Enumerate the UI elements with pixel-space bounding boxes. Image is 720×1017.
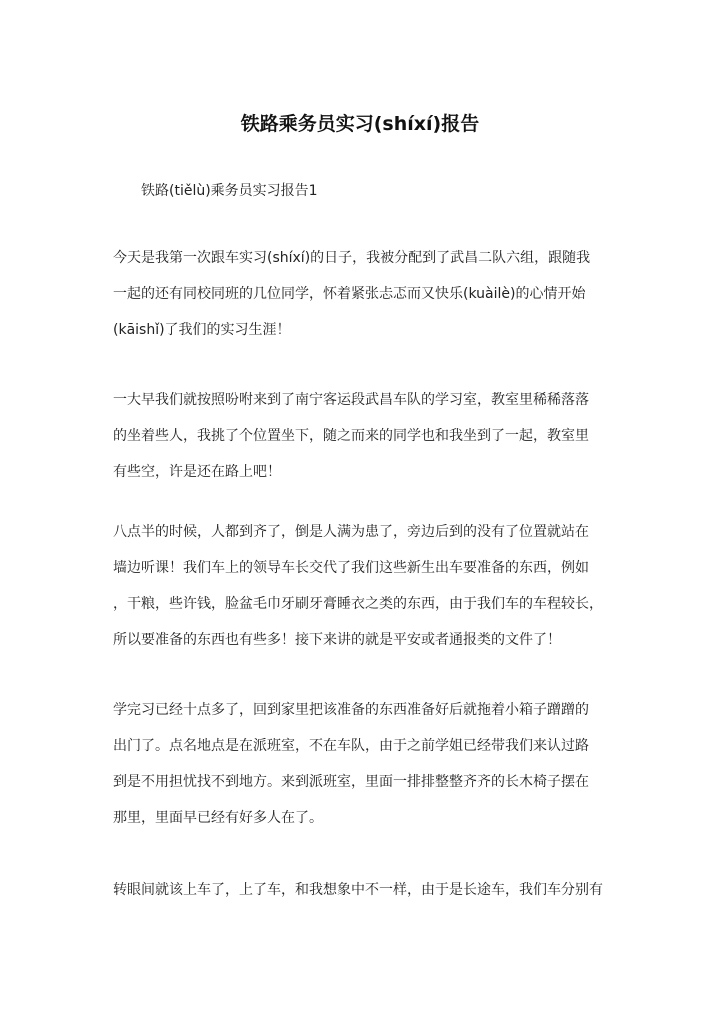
- paragraph-line: 八点半的时候，人都到齐了，倒是人满为患了，旁边后到的没有了位置就站在: [113, 524, 589, 540]
- paragraph-line: 到是不用担忧找不到地方。来到派班室，里面一排排整整齐齐的长木椅子摆在: [113, 774, 589, 790]
- paragraph-4: [113, 699, 613, 843]
- paragraph-line: 出门了。点名地点是在派班室，不在车队，由于之前学姐已经带我们来认过路: [113, 738, 589, 754]
- document-title: 铁路乘务员实习(shíxí)报告: [240, 113, 480, 135]
- paragraph-line: (kāishǐ)了我们的实习生涯！: [113, 322, 291, 338]
- paragraph-3: [113, 521, 613, 665]
- paragraph-line: ，干粮，些许钱，脸盆毛巾牙刷牙膏睡衣之类的东西，由于我们车的车程较长，: [113, 596, 603, 612]
- paragraph-line: 墙边听课！我们车上的领导车长交代了我们这些新生出车要准备的东西，例如: [113, 560, 589, 576]
- paragraph-2: [113, 389, 613, 497]
- paragraph-1: [113, 247, 613, 355]
- paragraph-line: 今天是我第一次跟车实习(shíxí)的日子，我被分配到了武昌二队六组，跟随我: [113, 250, 591, 266]
- paragraph-5: [113, 879, 613, 915]
- paragraph-line: 有些空，许是还在路上吧！: [113, 464, 281, 480]
- paragraph-line: 学完习已经十点多了，回到家里把该准备的东西准备好后就拖着小箱子蹭蹭的: [113, 702, 589, 718]
- paragraph-line: 所以要准备的东西也有些多！接下来讲的就是平安或者通报类的文件了！: [113, 632, 561, 648]
- paragraph-line: 一大早我们就按照吩咐来到了南宁客运段武昌车队的学习室，教室里稀稀落落: [113, 392, 589, 408]
- paragraph-line: 一起的还有同校同班的几位同学，怀着紧张忐忑而又快乐(kuàilè)的心情开始: [113, 286, 586, 302]
- document-subtitle: 铁路(tiělù)乘务员实习报告1: [141, 183, 318, 199]
- paragraph-line: 那里，里面早已经有好多人在了。: [113, 810, 323, 826]
- paragraph-line: 的坐着些人，我挑了个位置坐下，随之而来的同学也和我坐到了一起，教室里: [113, 428, 589, 444]
- paragraph-line: 转眼间就该上车了，上了车，和我想象中不一样，由于是长途车，我们车分别有: [113, 882, 603, 898]
